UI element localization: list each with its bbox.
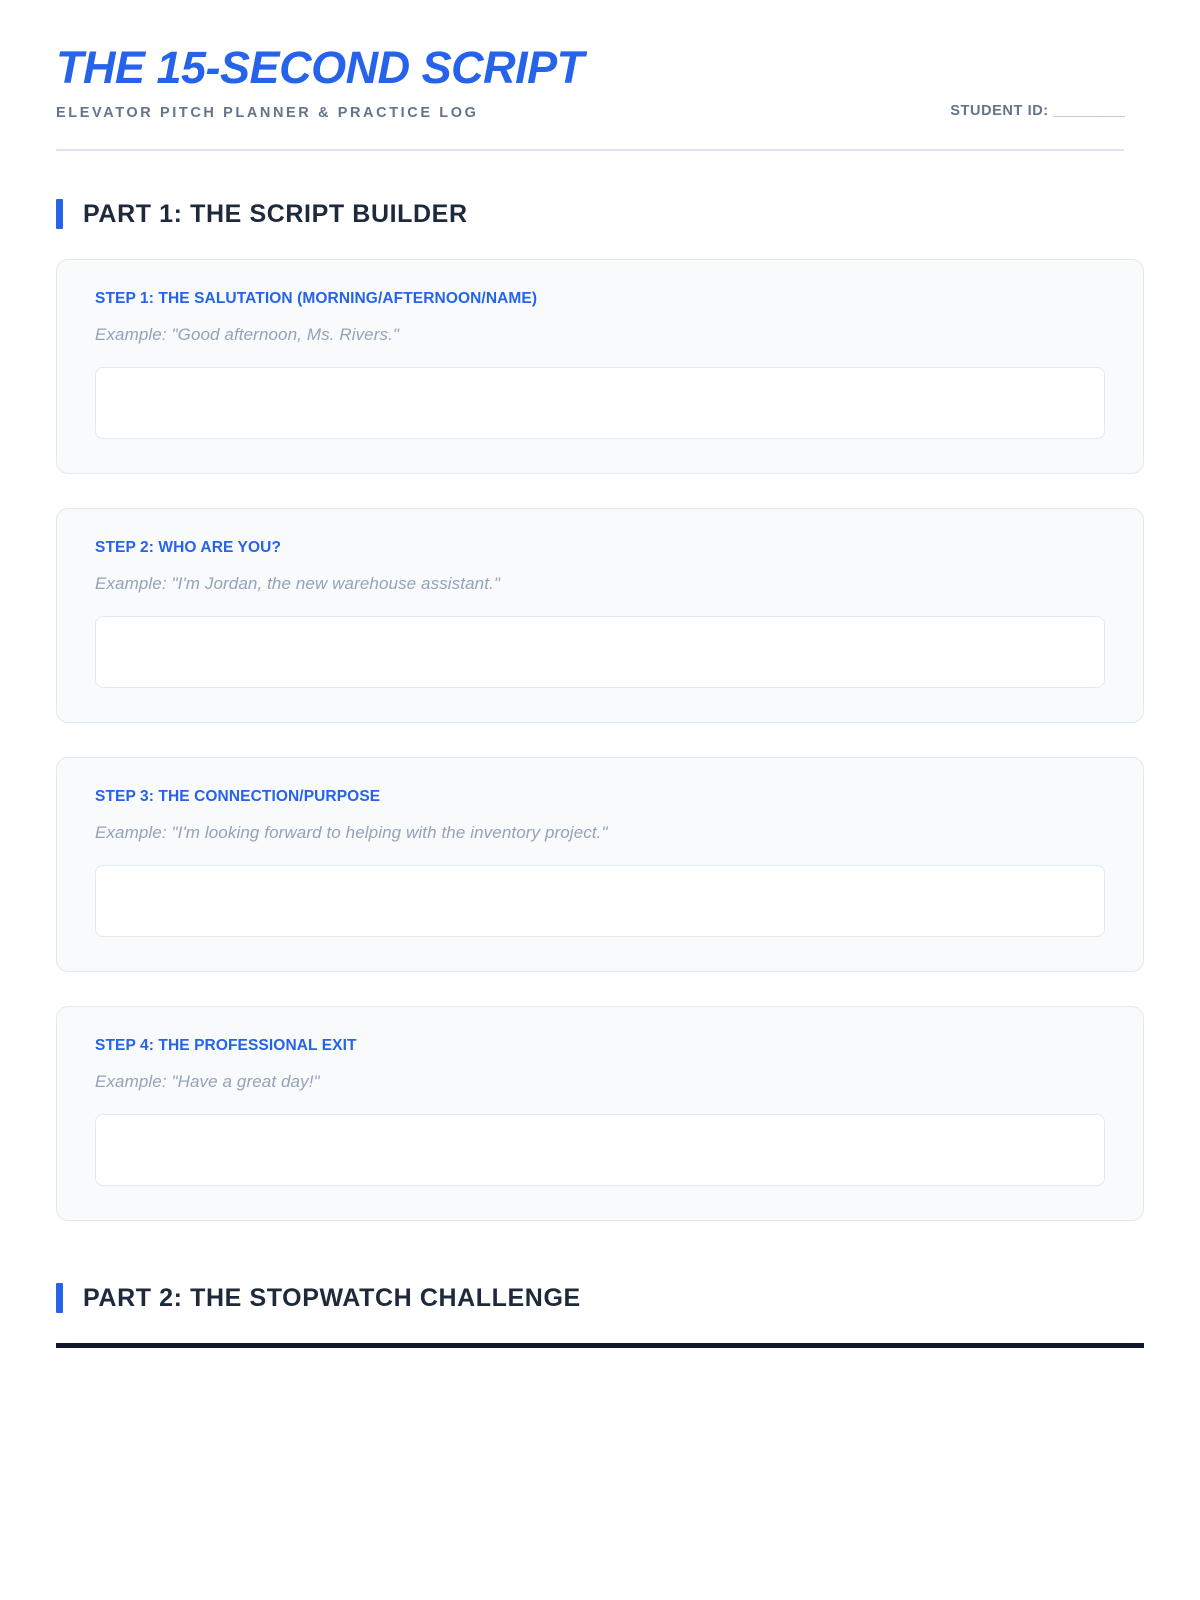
step-answer-input[interactable] — [95, 865, 1105, 937]
page-subtitle: ELEVATOR PITCH PLANNER & PRACTICE LOG — [56, 105, 479, 122]
part2-heading-text: PART 2: THE STOPWATCH CHALLENGE — [83, 1283, 581, 1312]
part1-heading-text: PART 1: THE SCRIPT BUILDER — [83, 199, 468, 228]
step-answer-input[interactable] — [95, 367, 1105, 439]
step-label: STEP 1: THE SALUTATION (MORNING/AFTERNOON/NAME) — [95, 290, 538, 308]
header-meta-row — [56, 91, 1124, 121]
step-answer-input[interactable] — [95, 1114, 1105, 1186]
part2-heading — [56, 1283, 1200, 1313]
step-card — [56, 757, 1144, 972]
step-label: STEP 3: THE CONNECTION/PURPOSE — [95, 788, 381, 806]
document-header — [0, 0, 1200, 151]
step-example: Example: "Good afternoon, Ms. Rivers." — [95, 325, 400, 345]
part1-heading — [56, 199, 1200, 229]
step-example: Example: "I'm looking forward to helping with the inventory project." — [95, 823, 608, 843]
step-card — [56, 508, 1144, 723]
student-id-field[interactable] — [950, 103, 1124, 121]
section-accent-bar — [56, 199, 63, 229]
script-builder-steps — [56, 259, 1144, 1221]
step-card — [56, 259, 1144, 474]
step-example: Example: "I'm Jordan, the new warehouse assistant." — [95, 574, 500, 594]
section-accent-bar — [56, 1283, 63, 1313]
step-example: Example: "Have a great day!" — [95, 1072, 320, 1092]
step-label: STEP 4: THE PROFESSIONAL EXIT — [95, 1037, 357, 1055]
header-divider — [56, 149, 1124, 151]
step-label: STEP 2: WHO ARE YOU? — [95, 539, 282, 557]
student-id-label: STUDENT ID: — [950, 103, 1049, 120]
step-answer-input[interactable] — [95, 616, 1105, 688]
part2-divider — [56, 1343, 1144, 1348]
page-title: THE 15-SECOND SCRIPT — [56, 42, 584, 93]
student-id-blank-line: __________ — [1053, 103, 1124, 120]
step-card — [56, 1006, 1144, 1221]
